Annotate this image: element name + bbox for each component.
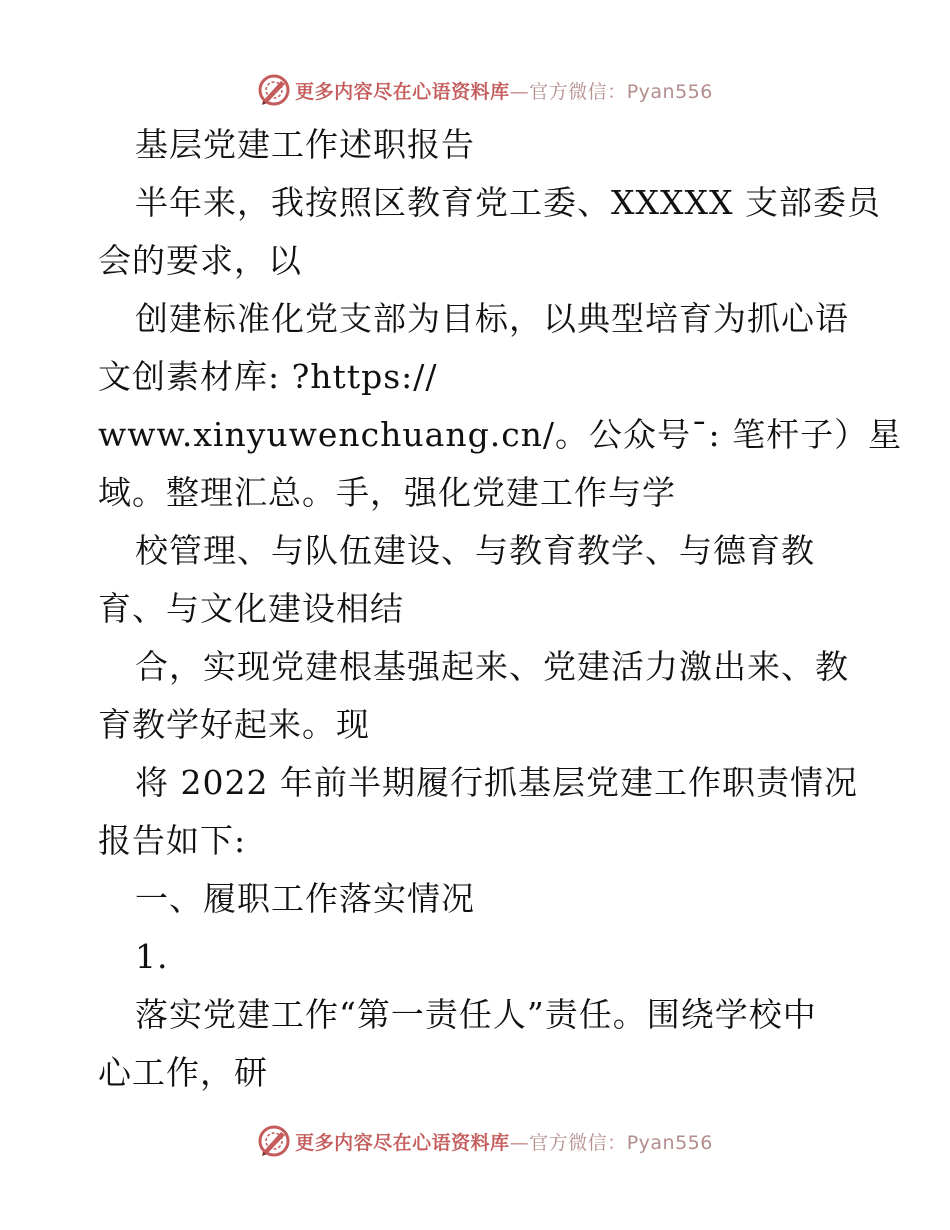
pen-circle-logo-icon xyxy=(257,73,291,107)
watermark-content xyxy=(257,73,713,107)
document-line: 合，实现党建根基强起来、党建活力激出来、教 xyxy=(135,647,849,686)
document-line: 域。整理汇总。手，强化党建工作与学 xyxy=(98,473,676,512)
watermark-text xyxy=(295,77,713,104)
document-body xyxy=(98,116,903,1102)
pen-circle-logo-icon xyxy=(257,1124,291,1158)
wechat-id: Pyan556 xyxy=(626,1131,713,1154)
document-line: 1. xyxy=(135,937,169,976)
footer-watermark-banner xyxy=(0,1121,950,1161)
document-line: 基层党建工作述职报告 xyxy=(135,125,475,164)
document-line: 将 2022 年前半期履行抓基层党建工作职责情况 xyxy=(135,763,858,802)
site-name: 更多内容尽在心语资料库 xyxy=(295,80,510,103)
site-name: 更多内容尽在心语资料库 xyxy=(295,1131,510,1154)
document-line: 育教学好起来。现 xyxy=(98,705,370,744)
document-line: 会的要求，以 xyxy=(98,241,302,280)
document-line: 育、与文化建设相结 xyxy=(98,589,404,628)
watermark-content xyxy=(257,1124,713,1158)
document-line: 报告如下: xyxy=(98,821,247,860)
watermark-dash: — xyxy=(509,1131,530,1154)
document-line: 校管理、与队伍建设、与教育教学、与德育教 xyxy=(135,531,815,570)
wechat-label: 官方微信： xyxy=(529,1131,627,1154)
document-line: 心工作，研 xyxy=(98,1053,268,1092)
document-line: 创建标准化党支部为目标，以典型培育为抓心语 xyxy=(135,299,849,338)
wechat-id: Pyan556 xyxy=(626,80,713,103)
wechat-label: 官方微信： xyxy=(529,80,627,103)
document-line: 半年来，我按照区教育党工委、XXXXX 支部委员 xyxy=(135,183,881,222)
document-line: 文创素材库: ?https:// xyxy=(98,357,438,396)
header-watermark-banner xyxy=(0,70,950,110)
watermark-text xyxy=(295,1128,713,1155)
document-line: www.xinyuwenchuang.cn/。公众号¯: 笔杆子）星 xyxy=(98,415,903,454)
document-line: 一、履职工作落实情况 xyxy=(135,879,475,918)
watermark-dash: — xyxy=(509,80,530,103)
document-line: 落实党建工作“第一责任人”责任。围绕学校中 xyxy=(135,995,817,1034)
